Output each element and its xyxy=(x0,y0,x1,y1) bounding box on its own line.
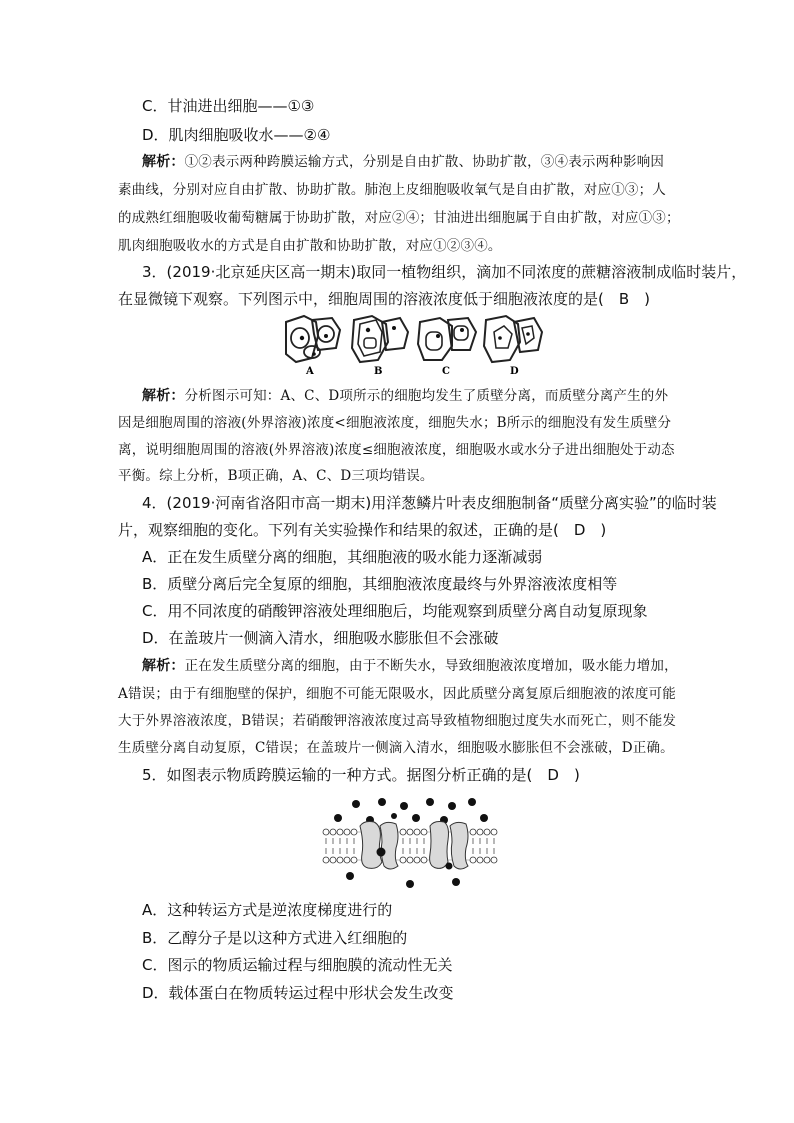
q5-option-c: C．图示的物质运输过程与细胞膜的流动性无关 xyxy=(142,956,453,974)
q2-explain-line-4: 肌肉细胞吸收水的方式是自由扩散和协助扩散，对应①②③④。 xyxy=(118,238,502,254)
q3-stem-line-2: 在显微镜下观察。下列图示中，细胞周围的溶液浓度低于细胞液浓度的是( B ) xyxy=(118,290,650,308)
q4-option-c: C．用不同浓度的硝酸钾溶液处理细胞后，均能观察到质壁分离自动复原现象 xyxy=(142,602,648,620)
carrier-protein-left xyxy=(360,822,398,870)
q2-explain-line-3: 的成熟红细胞吸收葡萄糖属于协助扩散，对应②④；甘油进出细胞属于自由扩散，对应①③； xyxy=(118,210,680,226)
membrane-transport-figure xyxy=(320,796,500,892)
q2-option-d: D．肌肉细胞吸收水——②④ xyxy=(142,126,331,144)
explain-label: 解析： xyxy=(142,658,185,674)
figure-label-d: D xyxy=(510,366,519,376)
cell-group-c xyxy=(418,318,476,376)
q4-option-a: A．正在发生质壁分离的细胞，其细胞液的吸水能力逐渐减弱 xyxy=(142,548,543,566)
q4-option-d: D．在盖玻片一侧滴入清水，细胞吸水膨胀但不会涨破 xyxy=(142,629,499,647)
q3-explain-line-1: 解析：分析图示可知：A、C、D项所示的细胞均发生了质壁分离，而质壁分离产生的外 xyxy=(142,388,669,404)
q4-explain-line-4: 生质壁分离自动复原，C错误；在盖玻片一侧滴入清水，细胞吸水膨胀但不会涨破，D正确。 xyxy=(118,740,674,756)
q3-explain-line-3: 离，说明细胞周围的溶液(外界溶液)浓度≤细胞液浓度，细胞吸水或水分子进出细胞处于动态 xyxy=(118,442,675,458)
solute-molecules-inside xyxy=(346,872,460,888)
q4-explain-line-2: A错误；由于有细胞壁的保护，细胞不可能无限吸水，因此质壁分离复原后细胞液的浓度可能 xyxy=(118,686,676,702)
q3-explain-line-2: 因是细胞周围的溶液(外界溶液)浓度<细胞液浓度，细胞失水；B所示的细胞没有发生质壁分 xyxy=(118,415,672,431)
phospholipid-bilayer xyxy=(324,832,496,860)
figure-label-a: A xyxy=(306,366,314,376)
cell-figure xyxy=(282,314,546,376)
q4-explain-line-3: 大于外界溶液浓度，B错误；若硝酸钾溶液浓度过高导致植物细胞过度失水而死亡，则不能发 xyxy=(118,713,677,729)
q4-option-b: B．质壁分离后完全复原的细胞，其细胞液浓度最终与外界溶液浓度相等 xyxy=(142,575,618,593)
q4-explain-line-1: 解析：正在发生质壁分离的细胞，由于不断失水，导致细胞液浓度增加，吸水能力增加， xyxy=(142,658,678,674)
cell-group-a xyxy=(286,316,340,376)
q2-explain-line-2: 素曲线，分别对应自由扩散、协助扩散。肺泡上皮细胞吸收氧气是自由扩散，对应①③；人 xyxy=(118,182,666,198)
cell-group-d xyxy=(484,316,542,376)
q3-stem-line-1: 3．(2019·北京延庆区高一期末)取同一植物组织，滴加不同浓度的蔗糖溶液制成临时装片， xyxy=(142,263,747,281)
explain-label: 解析： xyxy=(142,388,185,404)
cell-group-b xyxy=(352,316,408,376)
q5-option-a: A．这种转运方式是逆浓度梯度进行的 xyxy=(142,901,393,919)
q3-explain-line-4: 平衡。综上分析，B项正确，A、C、D三项均错误。 xyxy=(118,468,434,484)
q5-option-d: D．载体蛋白在物质转运过程中形状会发生改变 xyxy=(142,984,454,1002)
carrier-protein-right xyxy=(430,822,468,870)
solute-molecules-outside xyxy=(334,798,488,824)
q5-stem: 5．如图表示物质跨膜运输的一种方式。据图分析正确的是( D ) xyxy=(142,766,580,784)
q4-stem-line-2: 片，观察细胞的变化。下列有关实验操作和结果的叙述，正确的是( D ) xyxy=(118,521,607,539)
q2-option-c: C．甘油进出细胞——①③ xyxy=(142,97,315,115)
q4-stem-line-1: 4．(2019·河南省洛阳市高一期末)用洋葱鳞片叶表皮细胞制备“质壁分离实验”的临时装 xyxy=(142,494,717,512)
figure-label-c: C xyxy=(442,366,450,376)
q2-explain-line-1: 解析：①②表示两种跨膜运输方式，分别是自由扩散、协助扩散，③④表示两种影响因 xyxy=(142,154,665,170)
figure-label-b: B xyxy=(374,366,383,376)
explain-label: 解析： xyxy=(142,154,185,170)
lipid-heads xyxy=(323,829,497,863)
q5-option-b: B．乙醇分子是以这种方式进入红细胞的 xyxy=(142,929,408,947)
